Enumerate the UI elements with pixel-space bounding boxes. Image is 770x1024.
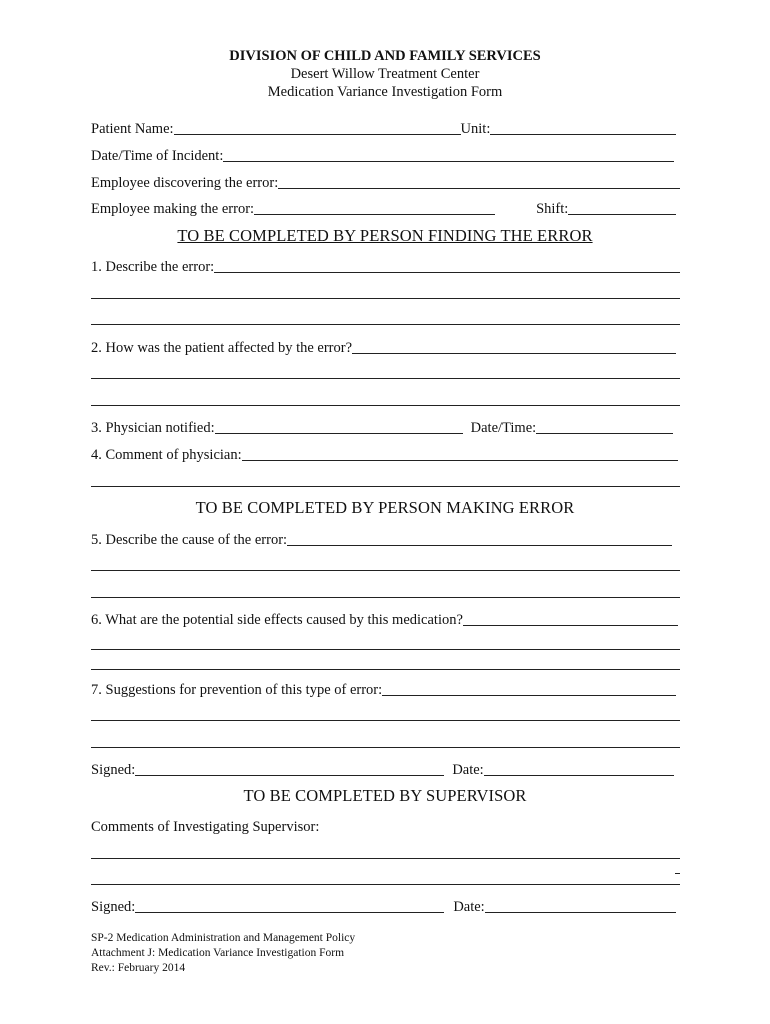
q5-label: 5. Describe the cause of the error: bbox=[91, 532, 288, 548]
incident-label: Date/Time of Incident: bbox=[91, 148, 224, 164]
q1-row bbox=[91, 255, 680, 276]
q6-line-3[interactable] bbox=[91, 669, 680, 670]
supervisor-date-label: Date: bbox=[453, 899, 485, 915]
physician-datetime-field[interactable] bbox=[536, 419, 673, 434]
patient-unit-row bbox=[91, 117, 680, 138]
discovering-label: Employee discovering the error: bbox=[91, 175, 279, 191]
supervisor-sign-row bbox=[91, 895, 680, 916]
supervisor-line-mark bbox=[675, 873, 680, 874]
q4-line-2[interactable] bbox=[91, 486, 680, 487]
q1-label: 1. Describe the error: bbox=[91, 259, 215, 275]
q2-line-2[interactable] bbox=[91, 378, 680, 379]
section-supervisor-title: TO BE COMPLETED BY SUPERVISOR bbox=[243, 786, 527, 805]
shift-field[interactable] bbox=[568, 200, 676, 215]
q1-line-2[interactable] bbox=[91, 298, 680, 299]
section-making-title: TO BE COMPLETED BY PERSON MAKING ERROR bbox=[195, 498, 575, 517]
q6-label: 6. What are the potential side effects caused by this medication? bbox=[91, 612, 463, 628]
agency-heading: DIVISION OF CHILD AND FAMILY SERVICES bbox=[229, 48, 541, 64]
q1-field[interactable] bbox=[214, 258, 680, 273]
supervisor-signed-field[interactable] bbox=[135, 898, 444, 913]
date-label: Date: bbox=[452, 762, 484, 778]
unit-field[interactable] bbox=[490, 120, 676, 135]
physician-notified-field[interactable] bbox=[215, 419, 463, 434]
section2-sign-row bbox=[91, 758, 680, 779]
q6-row bbox=[91, 608, 680, 629]
incident-field[interactable] bbox=[223, 147, 674, 162]
form-title: Medication Variance Investigation Form bbox=[267, 84, 503, 100]
q2-field[interactable] bbox=[352, 339, 676, 354]
supervisor-comments-label: Comments of Investigating Supervisor: bbox=[91, 819, 320, 835]
patient-name-field[interactable] bbox=[174, 120, 461, 135]
date-field[interactable] bbox=[484, 761, 674, 776]
footer-policy: SP-2 Medication Administration and Management Policy bbox=[91, 932, 356, 944]
q7-field[interactable] bbox=[382, 681, 676, 696]
making-shift-row bbox=[91, 197, 680, 218]
q5-row bbox=[91, 528, 680, 549]
q7-row bbox=[91, 678, 680, 699]
q7-line-2[interactable] bbox=[91, 720, 680, 721]
section-finding-title: TO BE COMPLETED BY PERSON FINDING THE ERROR bbox=[177, 226, 593, 245]
q5-field[interactable] bbox=[287, 531, 672, 546]
shift-label: Shift: bbox=[536, 201, 569, 217]
supervisor-signed-label: Signed: bbox=[91, 899, 136, 915]
signed-field[interactable] bbox=[135, 761, 444, 776]
q5-line-3[interactable] bbox=[91, 597, 680, 598]
q1-line-3[interactable] bbox=[91, 324, 680, 325]
q2-row bbox=[91, 336, 680, 357]
q7-label: 7. Suggestions for prevention of this type of error: bbox=[91, 682, 383, 698]
q3-row bbox=[91, 416, 680, 437]
footer bbox=[91, 931, 355, 976]
unit-label: Unit: bbox=[460, 121, 491, 137]
q4-field[interactable] bbox=[242, 446, 678, 461]
q2-label: 2. How was the patient affected by the error? bbox=[91, 340, 353, 356]
footer-attachment: Attachment J: Medication Variance Investigation Form bbox=[91, 947, 345, 959]
discovering-row bbox=[91, 171, 680, 192]
q2-line-3[interactable] bbox=[91, 405, 680, 406]
center-name: Desert Willow Treatment Center bbox=[290, 66, 480, 82]
q4-label: 4. Comment of physician: bbox=[91, 447, 242, 463]
q6-line-2[interactable] bbox=[91, 649, 680, 650]
discovering-field[interactable] bbox=[278, 174, 680, 189]
q3-date-label: Date/Time: bbox=[470, 420, 537, 436]
supervisor-line-2[interactable] bbox=[91, 884, 680, 885]
q4-row bbox=[91, 443, 680, 464]
making-label: Employee making the error: bbox=[91, 201, 255, 217]
supervisor-date-field[interactable] bbox=[485, 898, 676, 913]
signed-label: Signed: bbox=[91, 762, 136, 778]
q3-label: 3. Physician notified: bbox=[91, 420, 215, 436]
making-field[interactable] bbox=[254, 200, 495, 215]
incident-row bbox=[91, 144, 680, 165]
q6-field[interactable] bbox=[463, 611, 678, 626]
q5-line-2[interactable] bbox=[91, 570, 680, 571]
supervisor-line-1[interactable] bbox=[91, 858, 680, 859]
q7-line-3[interactable] bbox=[91, 747, 680, 748]
patient-name-label: Patient Name: bbox=[91, 121, 174, 137]
footer-revision: Rev.: February 2014 bbox=[91, 962, 186, 974]
supervisor-comments-row bbox=[91, 815, 680, 836]
